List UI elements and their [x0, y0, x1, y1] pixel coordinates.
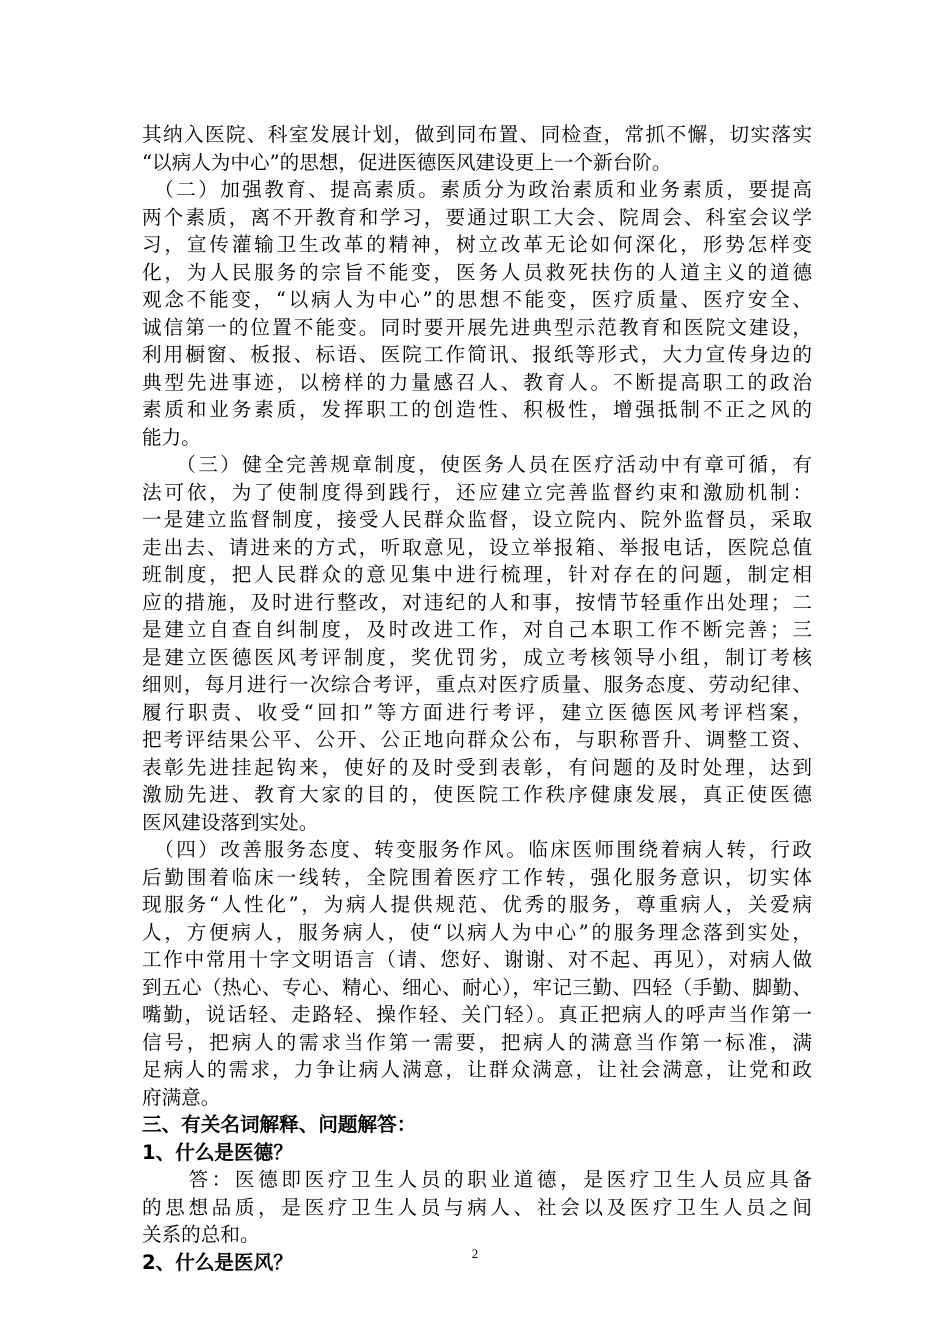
text-line: 是建立自查自纠制度，及时改进工作，对自己本职工作不断完善；三: [142, 618, 812, 641]
text-line: 到五心（热心、专心、精心、细心、耐心），牢记三勤、四轻（手勤、脚勤、: [142, 975, 812, 999]
text-line: 两个素质，离不开教育和学习，要通过职工大会、院周会、科室会议学: [142, 205, 812, 229]
text-line: 答：医德即医疗卫生人员的职业道德，是医疗卫生人员应具备: [142, 1168, 812, 1191]
text-line: （二）加强教育、提高素质。素质分为政治素质和业务素质，要提高: [142, 178, 812, 201]
text-line: （三）健全完善规章制度，使医务人员在医疗活动中有章可循，有: [142, 453, 812, 476]
question-1-answer: [142, 1166, 812, 1249]
question-1-title: 1、什么是医德？: [142, 1140, 293, 1164]
text-line: 习，宣传灌输卫生改革的精神，树立改革无论如何深化，形势怎样变: [142, 233, 812, 256]
text-line: 工作中常用十字文明语言（请、您好、谢谢、对不起、再见），对病人做: [142, 948, 812, 971]
text-line: 信号，把病人的需求当作第一需要，把病人的满意当作第一标准，满: [142, 1030, 812, 1054]
text-line: 应的措施，及时进行整改，对违纪的人和事，按情节轻重作出处理；二: [142, 590, 812, 614]
text-line: 激励先进、教育大家的目的，使医院工作秩序健康发展，真正使医德: [142, 783, 812, 806]
text-line: 府满意。: [142, 1085, 221, 1109]
text-line: 化，为人民服务的宗旨不能变，医务人员救死扶伤的人道主义的道德: [142, 260, 812, 284]
text-line: 其纳入医院、科室发展计划，做到同布置、同检查，常抓不懈，切实落实: [142, 123, 812, 146]
text-line: 素质和业务素质，发挥职工的创造性、积极性，增强抵制不正之风的: [142, 398, 812, 421]
section-heading: 三、有关名词解释、问题解答：: [142, 1113, 417, 1136]
text-line: 利用橱窗、板报、标语、医院工作简讯、报纸等形式，大力宣传身边的: [142, 343, 812, 366]
text-line: 关系的总和。: [142, 1223, 260, 1246]
question-2-title: 2、什么是医风？: [142, 1250, 293, 1274]
page-body: [142, 121, 812, 1276]
text-line: 嘴勤，说话轻、走路轻、操作轻、关门轻）。真正把病人的呼声当作第一: [142, 1003, 812, 1026]
page-number: 2: [471, 1246, 479, 1261]
text-line: 能力。: [142, 425, 201, 449]
text-line: 典型先进事迹，以榜样的力量感召人、教育人。不断提高职工的政治: [142, 370, 812, 394]
text-line: 现服务“人性化”，为病人提供规范、优秀的服务，尊重病人，关爱病: [142, 893, 812, 916]
text-line: 表彰先进挂起钩来，使好的及时受到表彰，有问题的及时处理，达到: [142, 755, 812, 779]
body-text: [142, 121, 812, 1111]
text-line: 人，方便病人，服务病人，使“以病人为中心”的服务理念落到实处，: [142, 920, 812, 944]
text-line: 后勤围着临床一线转，全院围着医疗工作转，强化服务意识，切实体: [142, 865, 812, 889]
text-line: 观念不能变，“以病人为中心”的思想不能变，医疗质量、医疗安全、: [142, 288, 812, 311]
text-line: 班制度，把人民群众的意见集中进行梳理，针对存在的问题，制定相: [142, 563, 812, 586]
text-line: 法可依，为了使制度得到践行，还应建立完善监督约束和激励机制：: [142, 480, 812, 504]
text-line: 一是建立监督制度，接受人民群众监督，设立院内、院外监督员，采取: [142, 508, 812, 531]
text-line: 的思想品质，是医疗卫生人员与病人、社会以及医疗卫生人员之间: [142, 1195, 812, 1219]
text-line: 诚信第一的位置不能变。同时要开展先进典型示范教育和医院文建设，: [142, 315, 812, 339]
text-line: 是建立医德医风考评制度，奖优罚劣，成立考核领导小组，制订考核: [142, 645, 812, 669]
text-line: （四）改善服务态度、转变服务作风。临床医师围绕着病人转，行政: [142, 838, 812, 861]
text-line: 履行职责、收受“回扣”等方面进行考评，建立医德医风考评档案，: [142, 700, 812, 724]
text-line: “以病人为中心”的思想，促进医德医风建设更上一个新台阶。: [142, 150, 672, 174]
text-line: 把考评结果公平、公开、公正地向群众公布，与职称晋升、调整工资、: [142, 728, 812, 751]
text-line: 医风建设落到实处。: [142, 810, 319, 834]
text-line: 足病人的需求，力争让病人满意，让群众满意，让社会满意，让党和政: [142, 1058, 812, 1081]
text-line: 细则，每月进行一次综合考评，重点对医疗质量、服务态度、劳动纪律、: [142, 673, 812, 696]
text-line: 走出去、请进来的方式，听取意见，设立举报箱、举报电话，医院总值: [142, 535, 812, 559]
